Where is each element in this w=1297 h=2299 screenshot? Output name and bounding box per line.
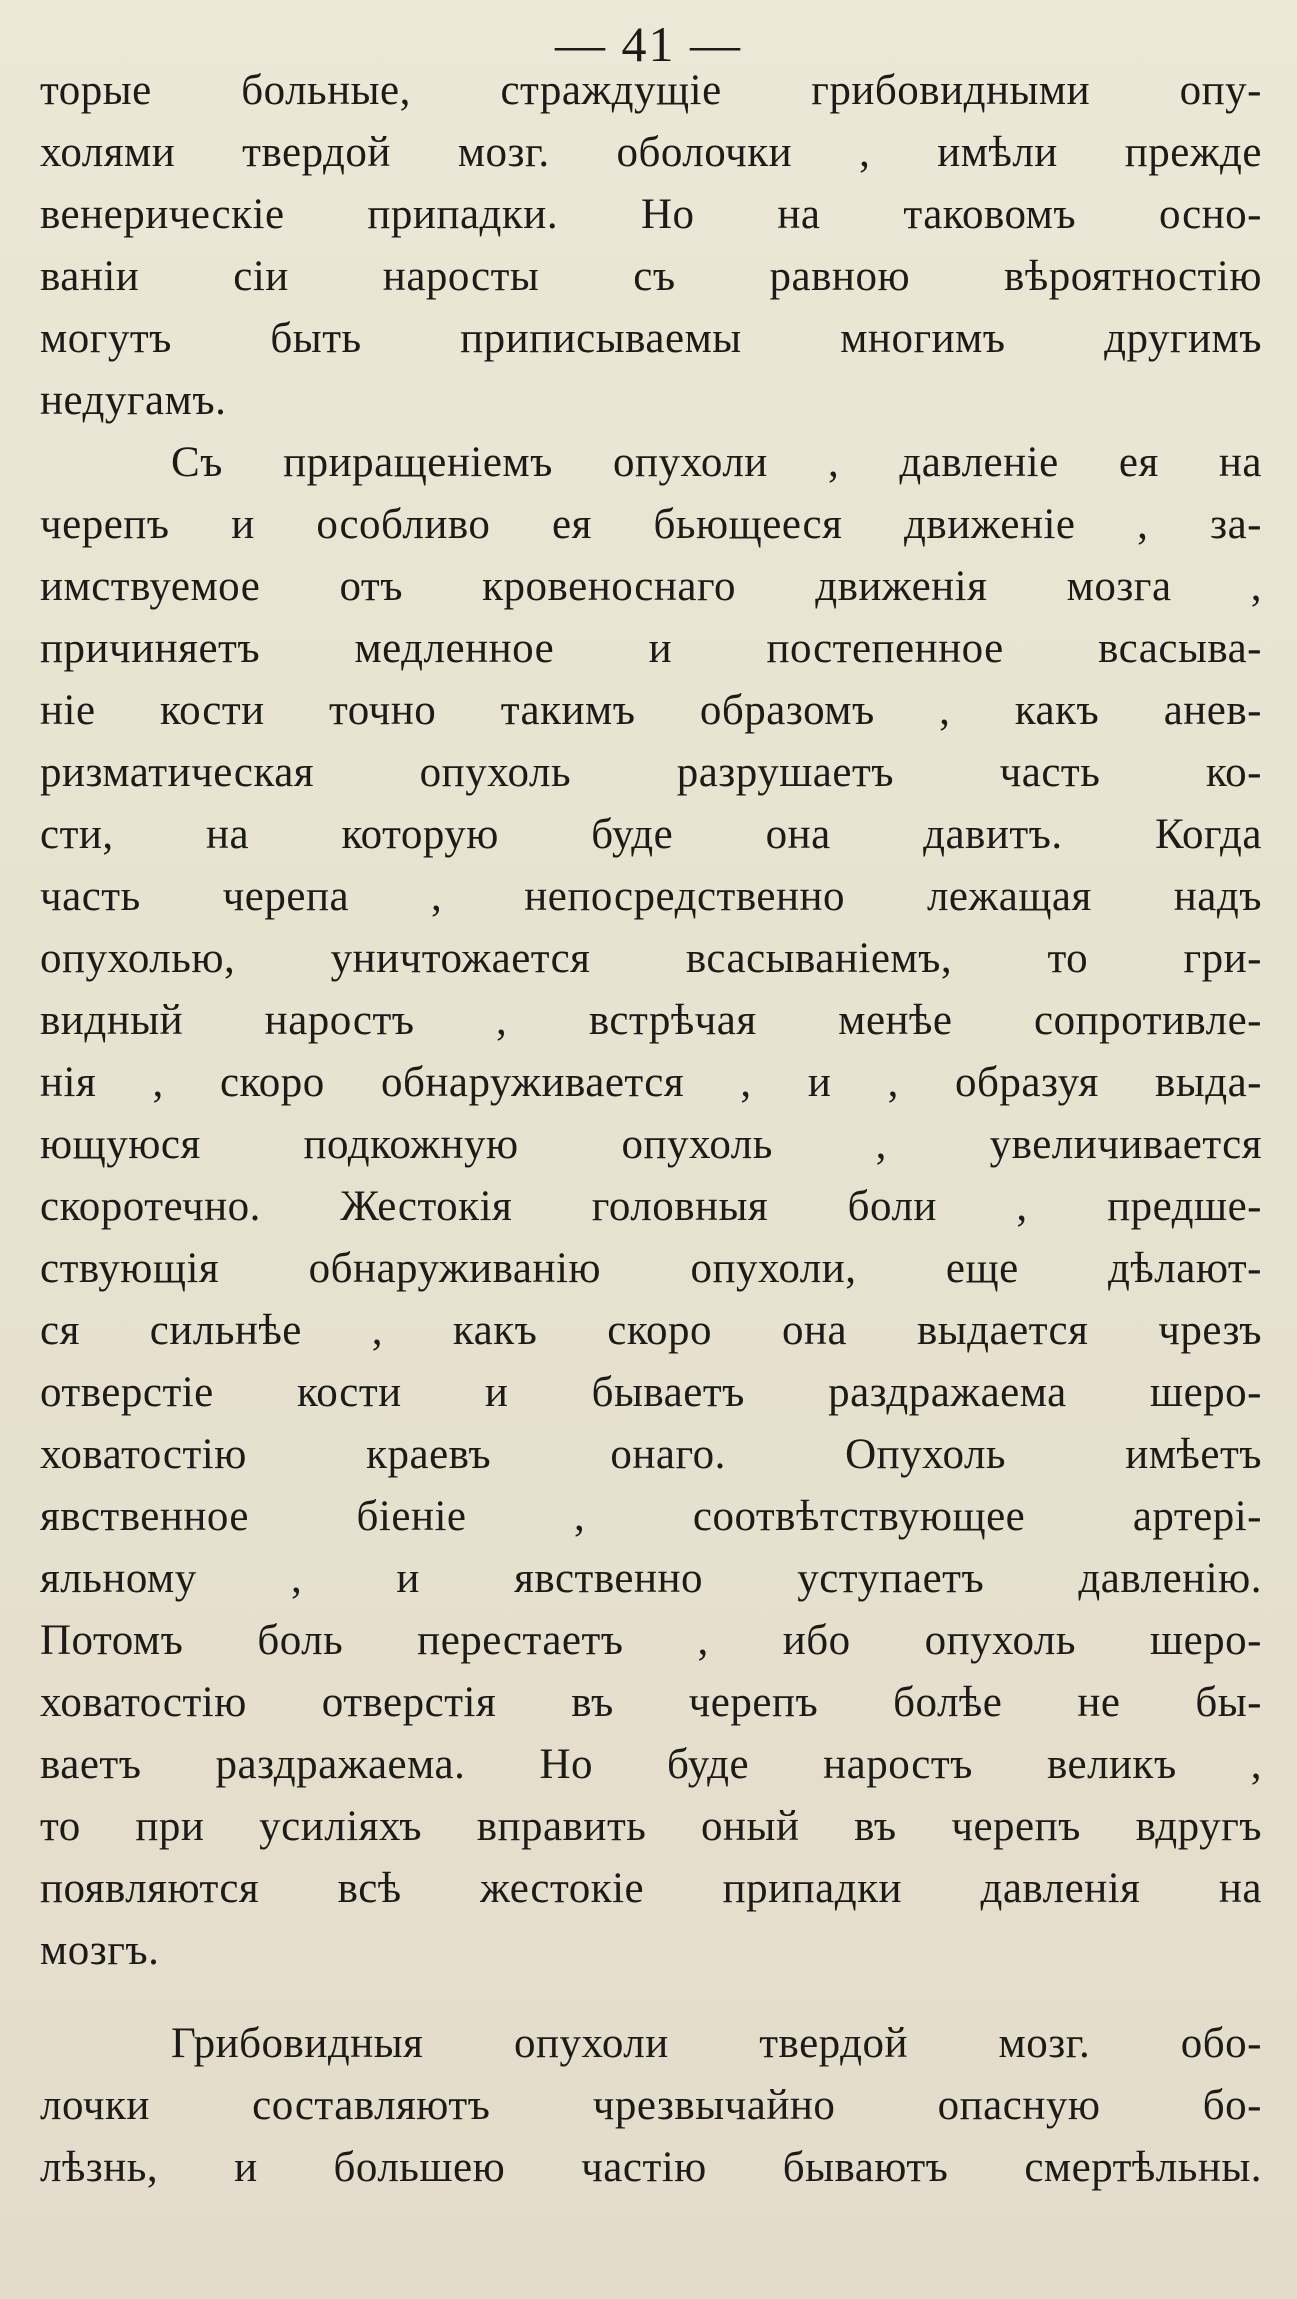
text-line: Грибовидныя опухоли твердой мозг. обо- bbox=[171, 2020, 1262, 2067]
text-line: ствующія обнаруживанію опухоли, еще дѣлают- bbox=[40, 1245, 1262, 1292]
paragraph bbox=[40, 432, 1262, 1982]
text-line: Съ приращеніемъ опухоли , давленіе ея на bbox=[171, 439, 1262, 486]
text-line: ризматическая опухоль разрушаетъ часть ко- bbox=[40, 749, 1262, 796]
text-line: опухолью, уничтожается всасываніемъ, то гри- bbox=[40, 935, 1262, 982]
text-line: лѣзнь, и большею частію бываютъ смертѣльны. bbox=[40, 2144, 1262, 2191]
text-line: имствуемое отъ кровеноснаго движенія мозга , bbox=[40, 563, 1262, 610]
text-line: ющуюся подкожную опухоль , увеличивается bbox=[40, 1121, 1262, 1168]
text-line: нія , скоро обнаруживается , и , образуя выда- bbox=[40, 1059, 1262, 1106]
text-line: ховатостію отверстія въ черепъ болѣе не бы- bbox=[40, 1679, 1262, 1726]
text-line: ховатостію краевъ онаго. Опухоль имѣетъ bbox=[40, 1431, 1262, 1478]
text-line: то при усиліяхъ вправить оный въ черепъ вдругъ bbox=[40, 1803, 1262, 1850]
text-line: лочки составляютъ чрезвычайно опасную бо- bbox=[40, 2082, 1262, 2129]
paragraph-spacer bbox=[40, 1982, 1262, 2013]
text-line: появляются всѣ жестокіе припадки давленія на bbox=[40, 1865, 1262, 1912]
text-line: скоротечно. Жестокія головныя боли , предше- bbox=[40, 1183, 1262, 1230]
text-line: явственное біеніе , соотвѣтствующее артері- bbox=[40, 1493, 1262, 1540]
text-line: сти, на которую буде она давитъ. Когда bbox=[40, 811, 1262, 858]
paragraph bbox=[40, 2013, 1262, 2199]
text-line: холями твердой мозг. оболочки , имѣли прежде bbox=[40, 129, 1262, 176]
text-line: мозгъ. bbox=[40, 1927, 160, 1974]
text-line: могутъ быть приписываемы многимъ другимъ bbox=[40, 315, 1262, 362]
page-number: — 41 — bbox=[555, 16, 742, 72]
text-line: торые больные, страждущіе грибовидными опу- bbox=[40, 67, 1262, 114]
text-line: часть черепа , непосредственно лежащая надъ bbox=[40, 873, 1262, 920]
text-line: ніе кости точно такимъ образомъ , какъ анев- bbox=[40, 687, 1262, 734]
text-line: венерическіе припадки. Но на таковомъ осно- bbox=[40, 191, 1262, 238]
text-line: отверстіе кости и бываетъ раздражаема шеро- bbox=[40, 1369, 1262, 1416]
page-body bbox=[40, 60, 1262, 2199]
text-line: причиняетъ медленное и постепенное всасыва- bbox=[40, 625, 1262, 672]
text-line: недугамъ. bbox=[40, 377, 227, 424]
text-line: черепъ и особливо ея бьющееся движеніе , за- bbox=[40, 501, 1262, 548]
text-line: видный наростъ , встрѣчая менѣе сопротивле- bbox=[40, 997, 1262, 1044]
text-line: ся сильнѣе , какъ скоро она выдается чрезъ bbox=[40, 1307, 1262, 1354]
text-line: ваетъ раздражаема. Но буде наростъ великъ , bbox=[40, 1741, 1262, 1788]
text-line: ваніи сіи наросты съ равною вѣроятностію bbox=[40, 253, 1262, 300]
text-line: Потомъ боль перестаетъ , ибо опухоль шеро- bbox=[40, 1617, 1262, 1664]
text-line: яльному , и явственно уступаетъ давленію. bbox=[40, 1555, 1262, 1602]
paragraph bbox=[40, 60, 1262, 432]
